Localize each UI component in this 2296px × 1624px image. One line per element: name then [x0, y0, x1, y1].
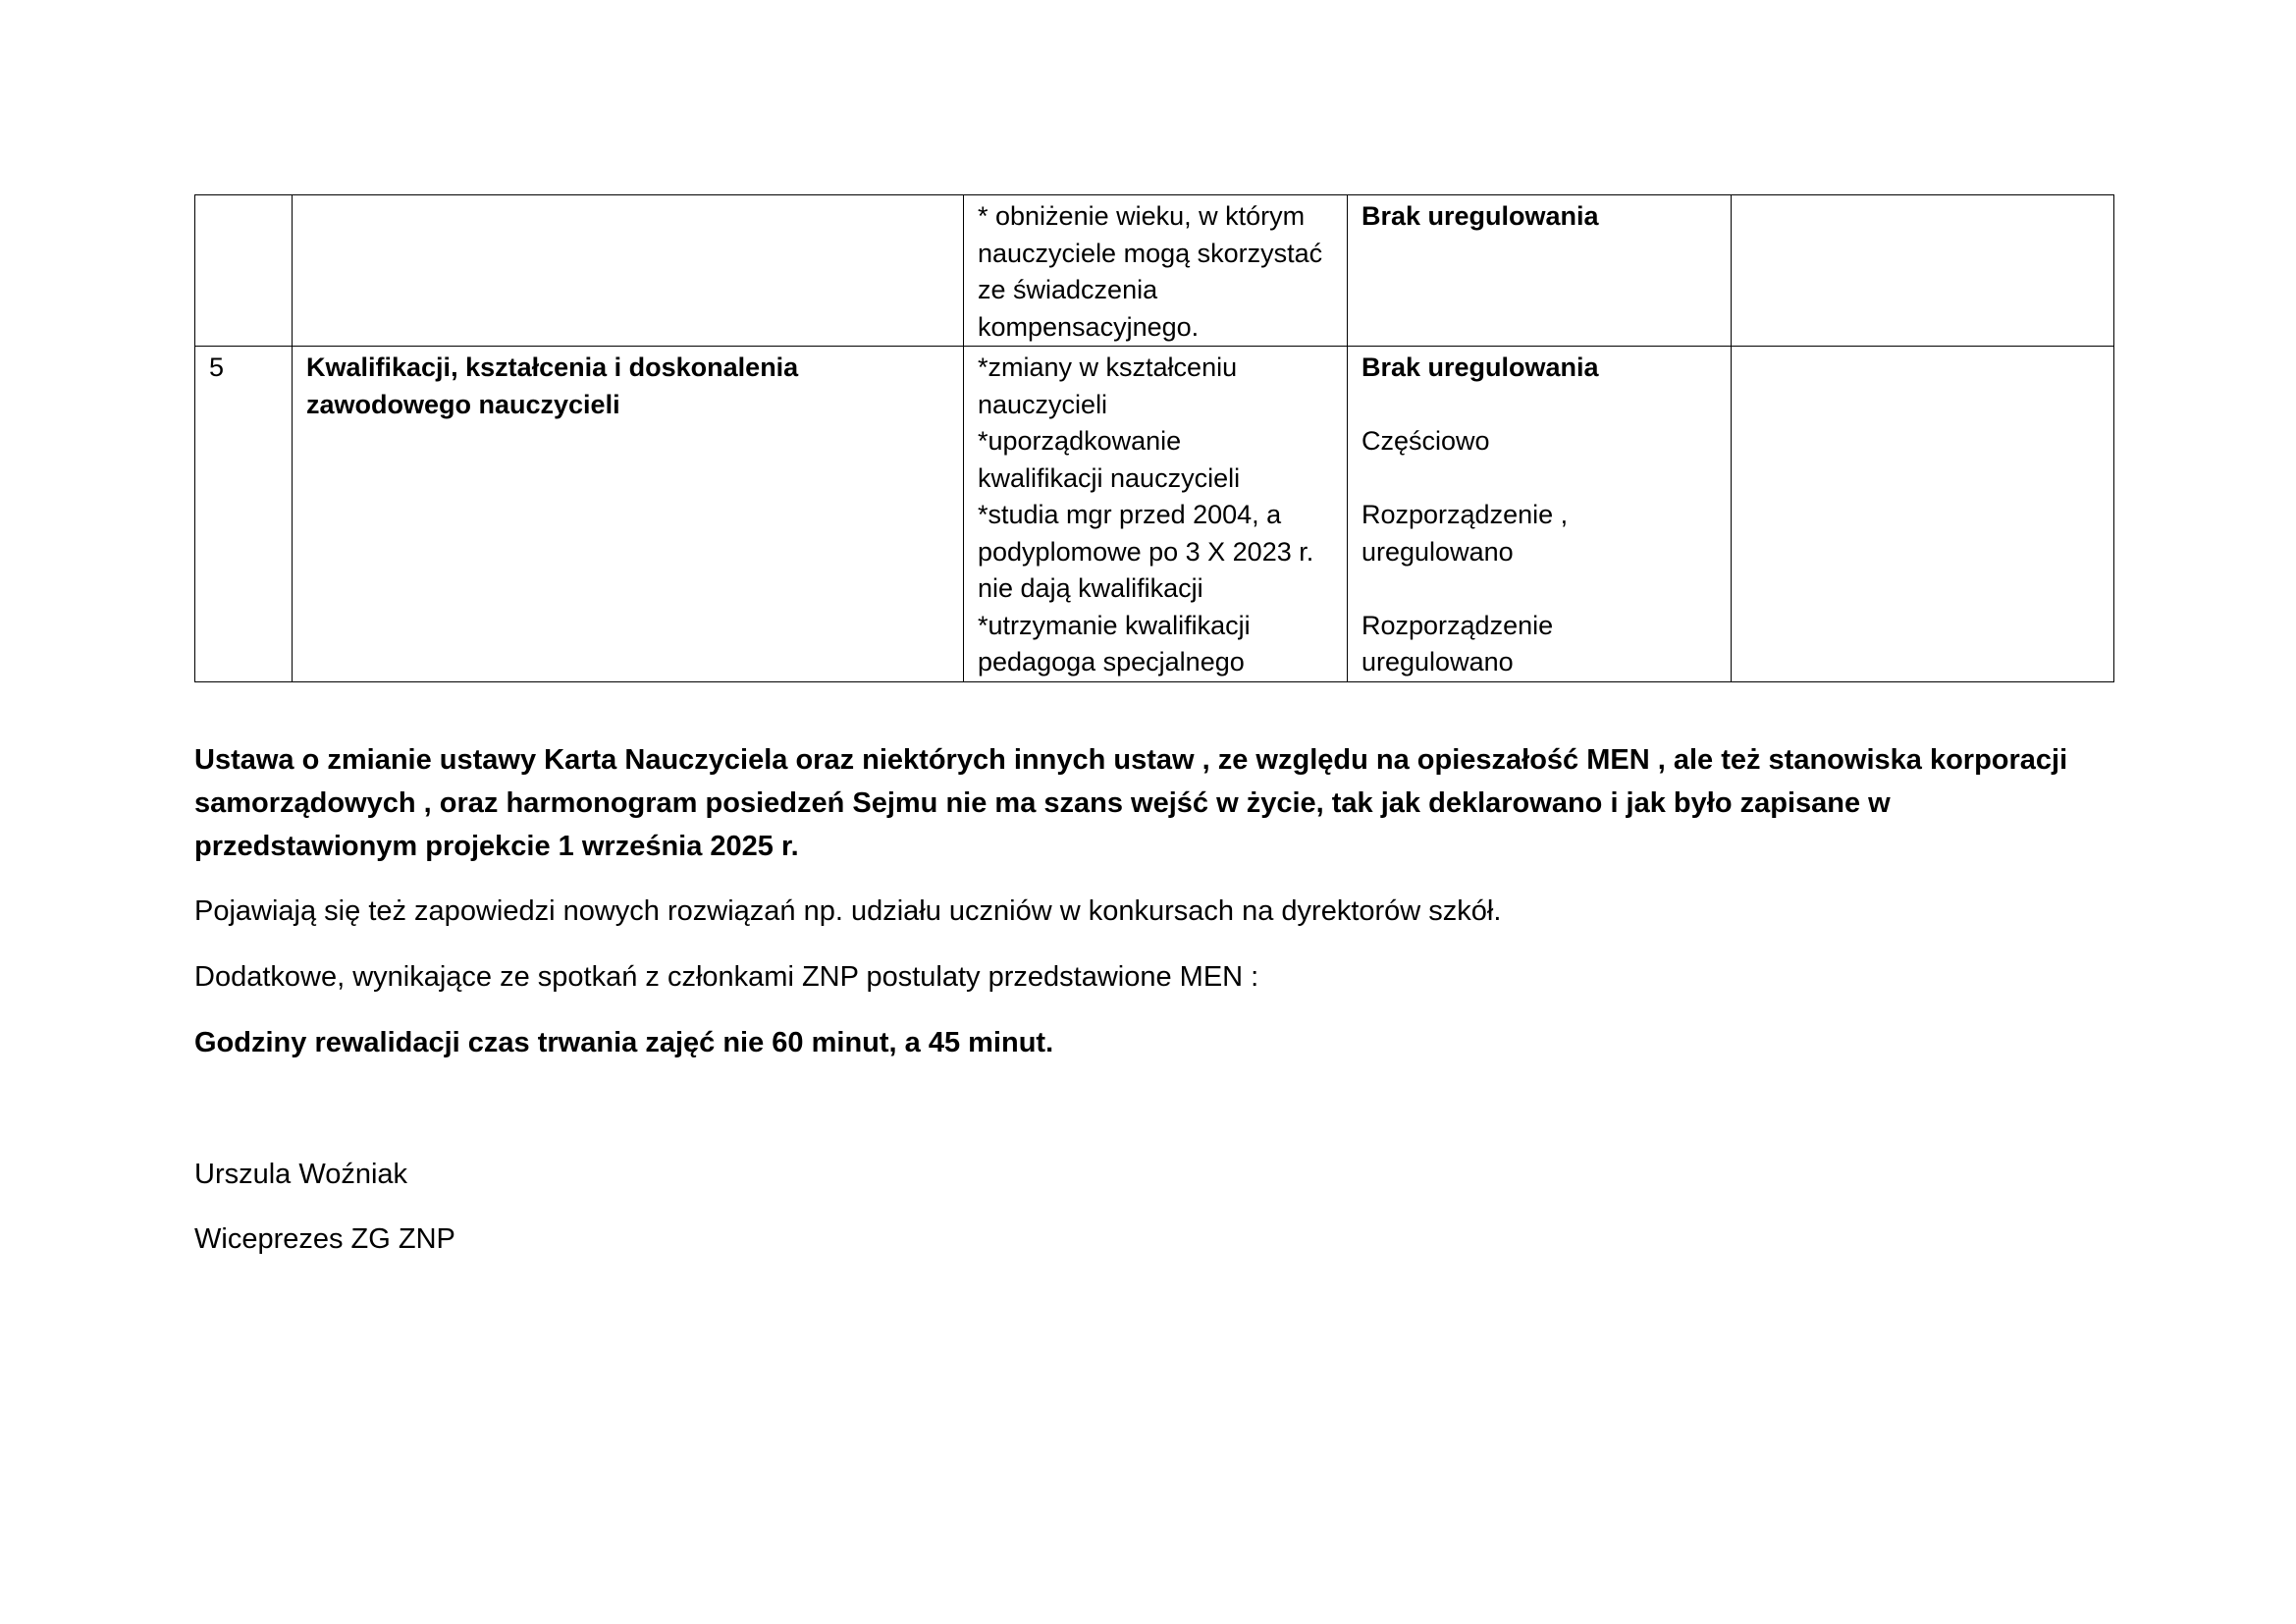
changes-line: ze świadczenia — [978, 275, 1158, 304]
status-line: Częściowo — [1362, 426, 1490, 456]
changes-line: nie dają kwalifikacji — [978, 573, 1203, 603]
changes-line: nauczycieli — [978, 389, 1108, 419]
paragraph-line: przedstawionym projekcie 1 września 2025 r. — [194, 831, 799, 862]
status-line: Rozporządzenie — [1362, 610, 1554, 640]
changes-line: podyplomowe po 3 X 2023 r. — [978, 536, 1314, 567]
status-line: uregulowano — [1362, 536, 1514, 567]
spacer — [1362, 460, 1717, 498]
row-title-line: Kwalifikacji, kształcenia i doskonalenia — [306, 352, 799, 382]
status-line: Brak uregulowania — [1362, 201, 1599, 231]
row-number-cell: 5 — [195, 347, 293, 682]
changes-line: kompensacyjnego. — [978, 311, 1200, 342]
changes-line: nauczyciele mogą skorzystać — [978, 238, 1323, 268]
changes-line: *studia mgr przed 2004, a — [978, 500, 1282, 529]
spacer — [1362, 570, 1717, 608]
announcements-paragraph: Pojawiają się też zapowiedzi nowych rozwiązań np. udziału uczniów w konkursach na dyrektorów szkół. — [194, 895, 1502, 927]
signature-title: Wiceprezes ZG ZNP — [194, 1223, 455, 1255]
status-line: uregulowano — [1362, 647, 1514, 677]
table-row — [195, 347, 2114, 682]
spacer — [1362, 387, 1717, 424]
status-line: Rozporządzenie , — [1362, 500, 1569, 529]
paragraph-line: samorządowych , oraz harmonogram posiedzeń Sejmu nie ma szans wejść w życie, tak jak deklarowano i jak było zapisane w — [194, 787, 1891, 819]
notes-cell — [1732, 195, 2114, 347]
changes-line: *uporządkowanie — [978, 426, 1182, 456]
table-row — [195, 195, 2114, 347]
postulate-paragraph: Godziny rewalidacji czas trwania zajęć nie 60 minut, a 45 minut. — [194, 1027, 1054, 1058]
paragraph-line: Ustawa o zmianie ustawy Karta Nauczyciela oraz niektórych innych ustaw , ze względu na opieszałość MEN , ale też stanowiska korporacji — [194, 744, 2068, 776]
changes-line: pedagoga specjalnego — [978, 647, 1245, 677]
changes-cell — [964, 195, 1348, 347]
changes-line: *utrzymanie kwalifikacji — [978, 610, 1251, 640]
changes-line: kwalifikacji nauczycieli — [978, 462, 1241, 493]
row-title-cell — [293, 347, 964, 682]
bold-statement-paragraph — [194, 738, 2067, 868]
notes-cell — [1732, 347, 2114, 682]
postulates-intro-paragraph: Dodatkowe, wynikające ze spotkań z członkami ZNP postulaty przedstawione MEN : — [194, 961, 1259, 993]
row-number-cell — [195, 195, 293, 347]
changes-cell — [964, 347, 1348, 682]
status-line: Brak uregulowania — [1362, 352, 1599, 382]
row-title-line: zawodowego nauczycieli — [306, 389, 620, 419]
row-title-cell — [293, 195, 964, 347]
changes-line: * obniżenie wieku, w którym — [978, 201, 1306, 231]
status-cell — [1348, 347, 1732, 682]
postulates-table — [194, 194, 2114, 682]
signature-name: Urszula Woźniak — [194, 1159, 408, 1190]
changes-line: *zmiany w kształceniu — [978, 352, 1238, 382]
status-cell — [1348, 195, 1732, 347]
